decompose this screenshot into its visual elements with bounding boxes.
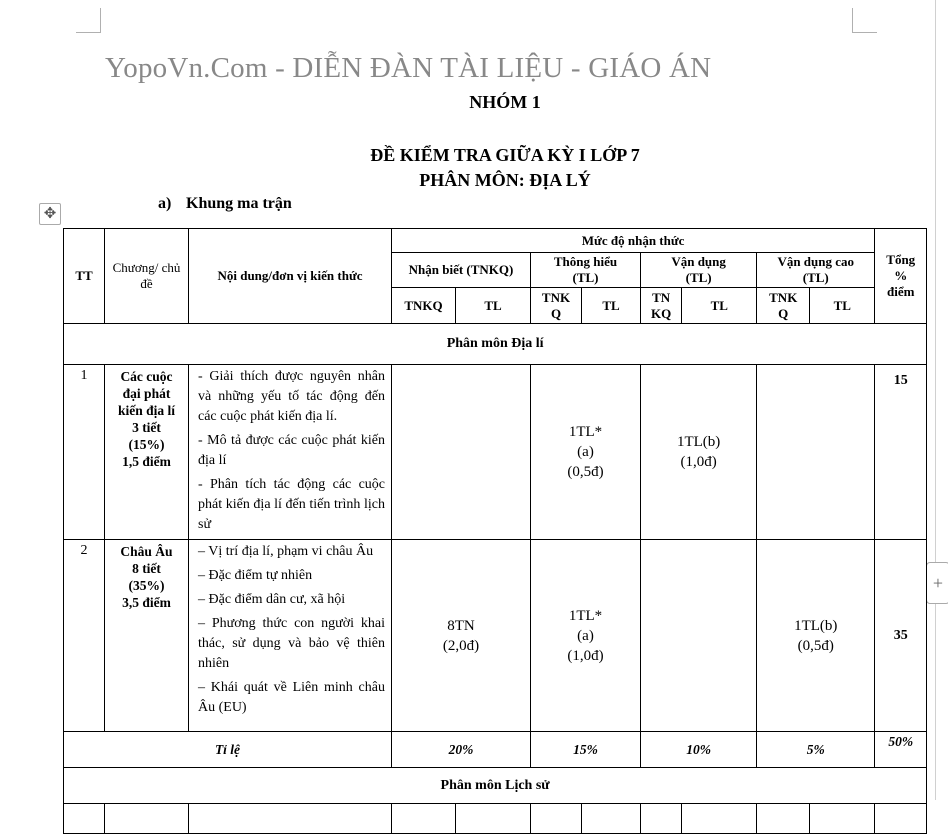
section-heading — [158, 195, 292, 213]
application-cell — [641, 540, 757, 732]
header-sub: TL — [456, 288, 531, 324]
header-sub: TN KQ — [641, 288, 682, 324]
header-sub: TNK Q — [531, 288, 582, 324]
understanding-cell: 1TL* (a) (0,5đ) — [531, 365, 641, 540]
ratio-recognition: 20% — [392, 732, 531, 768]
content-cell: - Giải thích được nguyên nhân và những yếu tố tác động đến các cuộc phát kiến địa lí. - Mô tả được các cuộc phát kiến địa lí - Phân tích tác động các cuộc phát kiến địa lí đến tiến trình lịch sử — [189, 365, 392, 540]
subject-title: PHÂN MÔN: ĐỊA LÝ — [419, 170, 591, 190]
header-high-application: Vận dụng cao (TL) — [757, 253, 875, 288]
list-marker: a) — [158, 195, 172, 212]
recognition-cell — [392, 365, 531, 540]
page-edge — [935, 0, 936, 800]
high-application-cell — [757, 365, 875, 540]
table-row — [64, 365, 927, 540]
row-number: 1 — [64, 365, 105, 540]
move-icon[interactable]: ✥ — [39, 203, 61, 225]
section-history: Phân môn Lịch sử — [64, 768, 927, 804]
ratio-total: 50% — [875, 732, 927, 768]
ratio-application: 10% — [641, 732, 757, 768]
header-levels: Mức độ nhận thức — [392, 229, 875, 253]
row-number: 2 — [64, 540, 105, 732]
header-application: Vận dụng (TL) — [641, 253, 757, 288]
matrix-table — [63, 228, 927, 834]
recognition-cell: 8TN (2,0đ) — [392, 540, 531, 732]
ratio-row — [64, 732, 927, 768]
page-corner-mark — [852, 8, 877, 33]
ratio-high-application: 5% — [757, 732, 875, 768]
application-cell: 1TL(b) (1,0đ) — [641, 365, 757, 540]
header-understanding: Thông hiểu (TL) — [531, 253, 641, 288]
header-sub: TL — [582, 288, 641, 324]
section-geography: Phân môn Địa lí — [64, 324, 927, 365]
ratio-understanding: 15% — [531, 732, 641, 768]
understanding-cell: 1TL* (a) (1,0đ) — [531, 540, 641, 732]
section-heading-text: Khung ma trận — [186, 195, 292, 212]
page-corner-mark — [76, 8, 101, 33]
header-sub: TL — [682, 288, 757, 324]
table-row — [64, 540, 927, 732]
row-total: 15 — [875, 365, 927, 540]
exam-title: ĐỀ KIỂM TRA GIỮA KỲ I LỚP 7 — [370, 145, 640, 165]
header-recognition: Nhận biết (TNKQ) — [392, 253, 531, 288]
ratio-label: Tỉ lệ — [64, 732, 392, 768]
watermark-header: YopoVn.Com - DIỄN ĐÀN TÀI LIỆU - GIÁO ÁN — [105, 52, 712, 84]
chapter-cell: Các cuộc đại phát kiến địa lí 3 tiết (15%) 1,5 điểm — [105, 365, 189, 540]
header-sub: TL — [810, 288, 875, 324]
header-sub: TNKQ — [392, 288, 456, 324]
high-application-cell: 1TL(b) (0,5đ) — [757, 540, 875, 732]
header-sub: TNK Q — [757, 288, 810, 324]
plus-icon[interactable]: + — [926, 562, 948, 604]
header-content: Nội dung/đơn vị kiến thức — [189, 229, 392, 324]
header-tt: TT — [64, 229, 105, 324]
row-total: 35 — [875, 540, 927, 732]
content-cell: – Vị trí địa lí, phạm vi châu Âu – Đặc điểm tự nhiên – Đặc điểm dân cư, xã hội – Phương thức con người khai thác, sử dụng và bảo vệ thiên nhiên – Khái quát về Liên minh châu Âu (EU) — [189, 540, 392, 732]
group-label: NHÓM 1 — [469, 92, 541, 112]
header-chapter: Chương/ chủ đề — [105, 229, 189, 324]
header-total: Tổng % điểm — [875, 229, 927, 324]
chapter-cell: Châu Âu 8 tiết (35%) 3,5 điểm — [105, 540, 189, 732]
